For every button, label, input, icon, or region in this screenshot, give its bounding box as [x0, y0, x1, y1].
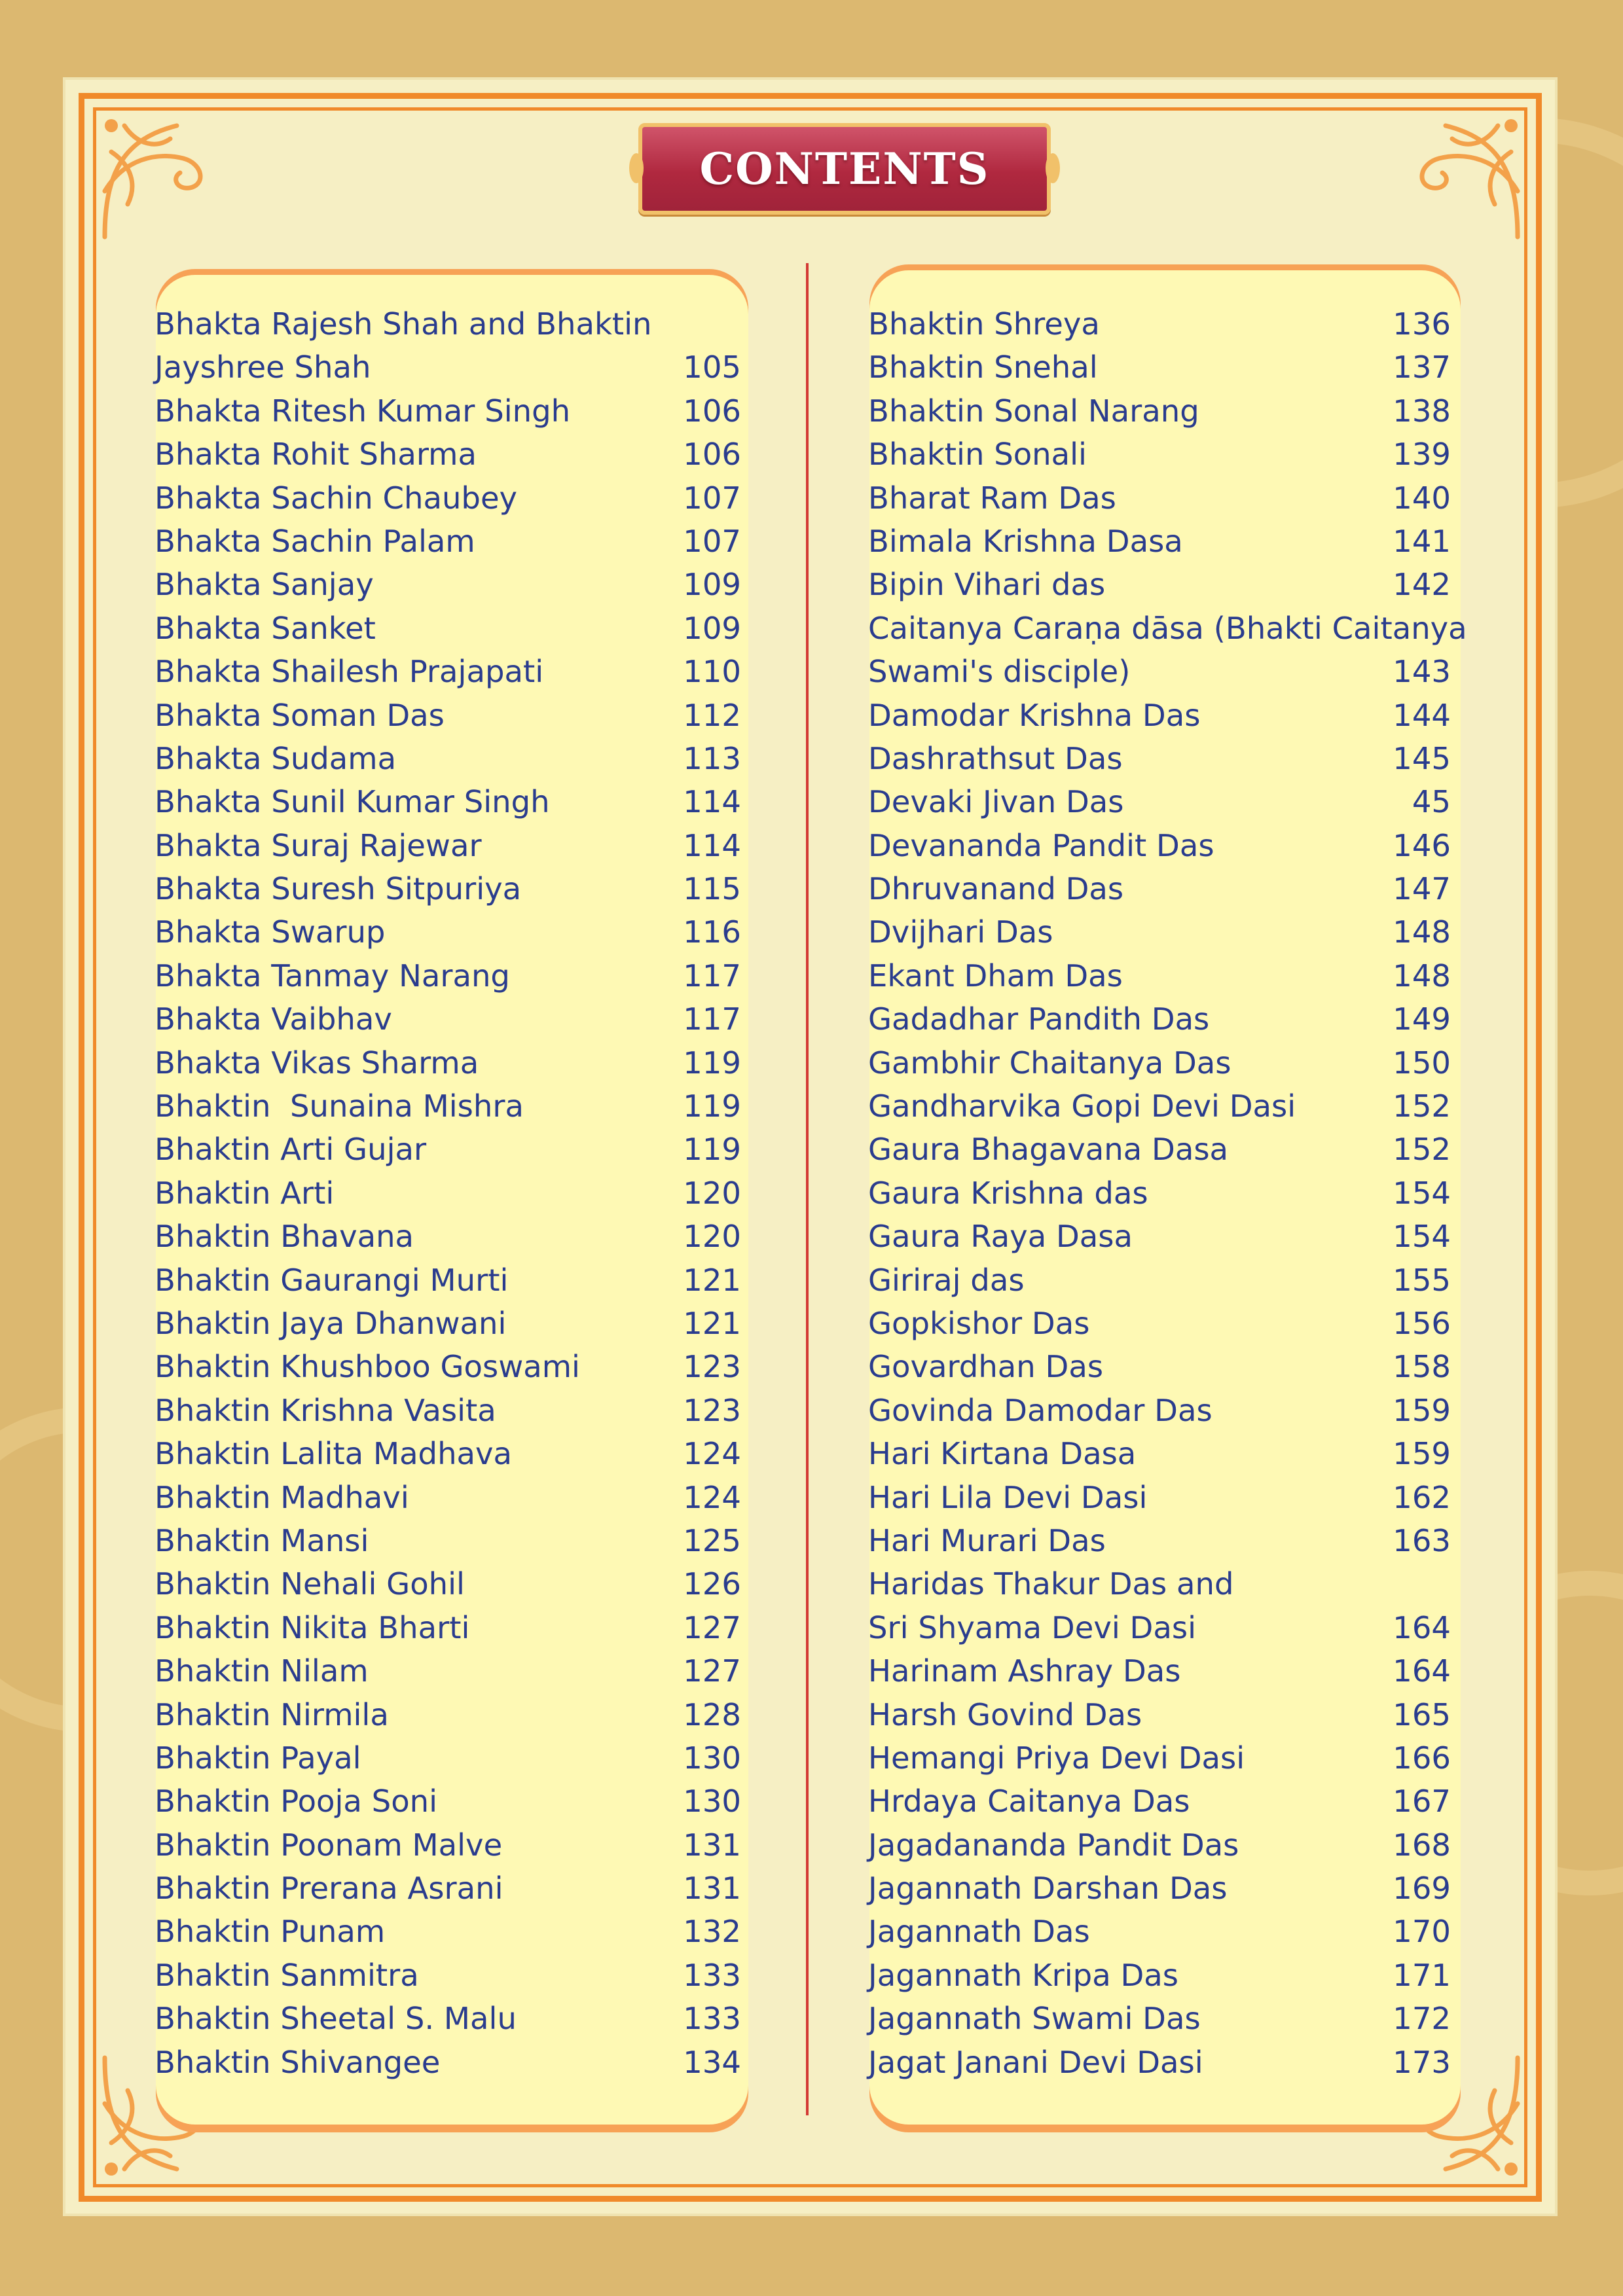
toc-entry-page: 107 — [683, 480, 741, 516]
toc-entry — [155, 346, 741, 389]
toc-entry-page: 109 — [683, 610, 741, 646]
toc-entry-name: Jagannath Kripa Das — [868, 1957, 1178, 1993]
toc-entry-page: 149 — [1393, 1001, 1451, 1037]
toc-entry — [868, 1128, 1451, 1171]
toc-entry — [155, 1085, 741, 1128]
toc-entry-name: Hari Kirtana Dasa — [868, 1436, 1137, 1472]
toc-entry-name: Devaki Jivan Das — [868, 784, 1124, 820]
toc-entry-name: Bhakta Sudama — [155, 740, 397, 776]
toc-entry-page: 114 — [683, 827, 741, 863]
toc-entry-name: Bhaktin Krishna Vasita — [155, 1392, 496, 1428]
toc-entry-name: Damodar Krishna Das — [868, 697, 1201, 733]
toc-entry-page: 163 — [1393, 1522, 1451, 1558]
toc-entry-name: Bhaktin Arti — [155, 1175, 335, 1211]
toc-entry-page: 162 — [1393, 1479, 1451, 1515]
toc-entry-name: Bhaktin Bhavana — [155, 1219, 414, 1255]
toc-entry — [868, 1302, 1451, 1345]
toc-entry — [155, 1432, 741, 1475]
toc-entry-name: Bhakta Suresh Sitpuriya — [155, 871, 522, 907]
toc-entry-name: Bhaktin Madhavi — [155, 1479, 409, 1515]
toc-entry-name: Bimala Krishna Dasa — [868, 523, 1183, 559]
toc-entry-page: 119 — [683, 1045, 741, 1081]
toc-entry — [155, 910, 741, 954]
toc-entry — [868, 1867, 1451, 1910]
toc-entry-name: Bhaktin Shivangee — [155, 2044, 441, 2080]
toc-entry-page: 109 — [683, 567, 741, 603]
toc-entry-page: 107 — [683, 523, 741, 559]
toc-entry-page: 119 — [683, 1132, 741, 1168]
toc-entry-name: Giriraj das — [868, 1262, 1025, 1298]
toc-entry-page: 106 — [683, 393, 741, 429]
toc-entry — [868, 824, 1451, 867]
toc-entry — [868, 1823, 1451, 1867]
toc-entry-name: Hari Lila Devi Dasi — [868, 1479, 1148, 1515]
toc-entry-page: 124 — [683, 1436, 741, 1472]
toc-entry-page: 112 — [683, 697, 741, 733]
toc-entry-page: 146 — [1393, 827, 1451, 863]
toc-entry-name: Gandharvika Gopi Devi Dasi — [868, 1088, 1296, 1124]
toc-entry-page: 130 — [683, 1740, 741, 1776]
toc-entry — [155, 607, 741, 650]
toc-entry — [155, 997, 741, 1041]
toc-entry-page: 147 — [1393, 871, 1451, 907]
toc-entry-page: 133 — [683, 1957, 741, 1993]
toc-entry-page: 123 — [683, 1349, 741, 1385]
toc-entry — [868, 520, 1451, 563]
toc-entry-page: 130 — [683, 1784, 741, 1820]
toc-entry — [868, 1910, 1451, 1953]
toc-entry-page: 152 — [1393, 1132, 1451, 1168]
toc-entry-name: Bipin Vihari das — [868, 567, 1106, 603]
toc-entry-page: 119 — [683, 1088, 741, 1124]
toc-entry-name: Gopkishor Das — [868, 1305, 1090, 1341]
toc-entry-name: Bhakta Rohit Sharma — [155, 437, 477, 473]
toc-entry — [155, 1954, 741, 1997]
toc-entry-name: Bhaktin Sheetal S. Malu — [155, 2001, 517, 2037]
toc-entry — [155, 1562, 741, 1605]
toc-entry — [868, 1041, 1451, 1085]
toc-entry-name: Sri Shyama Devi Dasi — [868, 1609, 1196, 1645]
toc-entry-name: Dhruvanand Das — [868, 871, 1124, 907]
toc-entry — [155, 1389, 741, 1432]
toc-entry-page: 105 — [683, 350, 741, 386]
toc-entry — [155, 563, 741, 606]
toc-entry — [868, 650, 1451, 693]
toc-entry-name: Dashrathsut Das — [868, 740, 1123, 776]
toc-right-column — [868, 302, 1467, 2084]
toc-entry-name: Hrdaya Caitanya Das — [868, 1784, 1190, 1820]
toc-entry — [868, 1259, 1451, 1302]
toc-entry — [155, 1519, 741, 1562]
toc-entry-name: Bhakta Shailesh Prajapati — [155, 654, 544, 690]
toc-entry — [155, 737, 741, 780]
toc-entry — [868, 346, 1451, 389]
toc-entry — [868, 1172, 1451, 1215]
toc-entry-page: 121 — [683, 1262, 741, 1298]
toc-entry — [868, 607, 1467, 650]
toc-entry — [155, 1867, 741, 1910]
toc-entry — [868, 1997, 1451, 2040]
toc-entry — [155, 476, 741, 520]
toc-entry — [868, 1345, 1451, 1388]
toc-entry-name: Bhaktin Gaurangi Murti — [155, 1262, 509, 1298]
toc-entry-page: 127 — [683, 1653, 741, 1689]
toc-entry-name: Bhaktin Khushboo Goswami — [155, 1349, 580, 1385]
toc-entry — [155, 694, 741, 737]
toc-entry — [868, 694, 1451, 737]
title-banner — [638, 123, 1051, 215]
toc-entry-page: 150 — [1393, 1045, 1451, 1081]
toc-entry — [155, 1649, 741, 1693]
toc-entry-page: 134 — [683, 2044, 741, 2080]
toc-entry — [868, 1215, 1451, 1258]
toc-entry-name: Swami's disciple) — [868, 654, 1131, 690]
toc-entry-name: Jagannath Darshan Das — [868, 1871, 1228, 1907]
toc-entry-page: 120 — [683, 1175, 741, 1211]
toc-entry-name: Bhaktin Pooja Soni — [155, 1784, 438, 1820]
toc-entry — [868, 910, 1451, 954]
toc-entry-page: 142 — [1393, 567, 1451, 603]
toc-entry-page: 156 — [1393, 1305, 1451, 1341]
toc-entry-name: Bhakta Sanket — [155, 610, 376, 646]
toc-entry — [868, 1606, 1451, 1649]
toc-entry-page: 116 — [683, 914, 741, 950]
toc-entry — [868, 476, 1451, 520]
toc-entry — [155, 824, 741, 867]
toc-entry — [155, 1041, 741, 1085]
toc-entry-name: Bhaktin Prerana Asrani — [155, 1871, 503, 1907]
toc-entry — [868, 1693, 1451, 1736]
toc-entry-name: Bhakta Rajesh Shah and Bhaktin — [155, 306, 652, 342]
toc-entry-name: Bhakta Ritesh Kumar Singh — [155, 393, 571, 429]
toc-entry-name: Gaura Raya Dasa — [868, 1219, 1133, 1255]
toc-entry-name: Bhaktin Mansi — [155, 1522, 369, 1558]
toc-entry-page: 148 — [1393, 958, 1451, 994]
toc-entry-name: Caitanya Caraṇa dāsa (Bhakti Caitanya — [868, 610, 1467, 646]
toc-entry-name: Jagat Janani Devi Dasi — [868, 2044, 1203, 2080]
toc-entry-page: 125 — [683, 1522, 741, 1558]
toc-entry-page: 141 — [1393, 523, 1451, 559]
toc-entry — [155, 1259, 741, 1302]
toc-entry-page: 128 — [683, 1696, 741, 1732]
toc-entry — [868, 867, 1451, 910]
toc-entry-name: Bhakta Sachin Palam — [155, 523, 475, 559]
toc-entry-page: 136 — [1393, 306, 1451, 342]
toc-entry — [868, 1085, 1451, 1128]
toc-entry — [868, 1954, 1451, 1997]
toc-entry-name: Bhaktin Poonam Malve — [155, 1827, 503, 1863]
toc-entry — [868, 1780, 1451, 1823]
toc-entry-name: Bhaktin Lalita Madhava — [155, 1436, 513, 1472]
toc-entry-name: Gadadhar Pandith Das — [868, 1001, 1210, 1037]
toc-entry-page: 127 — [683, 1609, 741, 1645]
toc-entry-page: 120 — [683, 1219, 741, 1255]
toc-entry-name: Gambhir Chaitanya Das — [868, 1045, 1231, 1081]
toc-entry-name: Bhakta Tanmay Narang — [155, 958, 510, 994]
toc-entry-name: Devananda Pandit Das — [868, 827, 1214, 863]
toc-entry-name: Bhaktin Sunaina Mishra — [155, 1088, 524, 1124]
toc-entry — [155, 1302, 741, 1345]
toc-entry — [868, 997, 1451, 1041]
toc-entry — [155, 954, 741, 997]
toc-entry-name: Bharat Ram Das — [868, 480, 1116, 516]
toc-entry-page: 117 — [683, 958, 741, 994]
corner-ornament-icon — [98, 113, 229, 243]
toc-entry-page: 159 — [1393, 1436, 1451, 1472]
toc-entry-page: 165 — [1393, 1696, 1451, 1732]
toc-entry — [868, 1562, 1451, 1605]
toc-entry-page: 45 — [1412, 784, 1451, 820]
toc-entry-name: Hemangi Priya Devi Dasi — [868, 1740, 1245, 1776]
toc-entry — [155, 389, 741, 433]
toc-entry-page: 172 — [1393, 2001, 1451, 2037]
toc-entry-page: 145 — [1393, 740, 1451, 776]
toc-entry-page: 159 — [1393, 1392, 1451, 1428]
toc-entry-name: Gaura Bhagavana Dasa — [868, 1132, 1229, 1168]
toc-entry — [155, 1215, 741, 1258]
toc-entry — [155, 1606, 741, 1649]
toc-entry-name: Jayshree Shah — [155, 350, 371, 386]
toc-entry — [868, 1432, 1451, 1475]
toc-entry-page: 139 — [1393, 437, 1451, 473]
toc-entry-name: Dvijhari Das — [868, 914, 1053, 950]
toc-entry — [155, 1997, 741, 2040]
toc-entry-name: Bhaktin Sonal Narang — [868, 393, 1199, 429]
toc-entry-name: Hari Murari Das — [868, 1522, 1106, 1558]
toc-left-column — [155, 302, 741, 2084]
toc-entry — [155, 1780, 741, 1823]
toc-entry-name: Bhakta Vaibhav — [155, 1001, 392, 1037]
corner-ornament-icon — [1393, 113, 1524, 243]
toc-entry — [155, 1128, 741, 1171]
toc-entry-page: 158 — [1393, 1349, 1451, 1385]
toc-entry-name: Jagannath Swami Das — [868, 2001, 1201, 2037]
toc-entry-page: 106 — [683, 437, 741, 473]
toc-entry — [155, 867, 741, 910]
toc-entry-name: Bhaktin Arti Gujar — [155, 1132, 427, 1168]
toc-entry-name: Bhaktin Payal — [155, 1740, 361, 1776]
toc-entry — [868, 389, 1451, 433]
toc-entry-page: 148 — [1393, 914, 1451, 950]
toc-entry — [868, 780, 1451, 823]
toc-entry — [155, 520, 741, 563]
toc-entry-page: 171 — [1393, 1957, 1451, 1993]
toc-entry — [155, 2041, 741, 2084]
toc-entry-name: Govinda Damodar Das — [868, 1392, 1213, 1428]
toc-entry-page: 113 — [683, 740, 741, 776]
toc-entry-page: 126 — [683, 1566, 741, 1602]
toc-entry-name: Bhakta Sanjay — [155, 567, 374, 603]
toc-entry-page: 144 — [1393, 697, 1451, 733]
toc-entry-name: Bhakta Sunil Kumar Singh — [155, 784, 550, 820]
toc-entry-page: 121 — [683, 1305, 741, 1341]
toc-entry-page: 154 — [1393, 1219, 1451, 1255]
toc-entry-page: 115 — [683, 871, 741, 907]
toc-entry-page: 152 — [1393, 1088, 1451, 1124]
toc-entry-name: Bhaktin Sanmitra — [155, 1957, 419, 1993]
toc-entry-page: 169 — [1393, 1871, 1451, 1907]
toc-entry-page: 110 — [683, 654, 741, 690]
toc-entry-page: 123 — [683, 1392, 741, 1428]
column-divider — [806, 263, 809, 2115]
toc-entry-page: 143 — [1393, 654, 1451, 690]
toc-entry-name: Jagadananda Pandit Das — [868, 1827, 1239, 1863]
toc-entry-name: Govardhan Das — [868, 1349, 1104, 1385]
toc-entry — [155, 1736, 741, 1780]
toc-entry — [155, 1823, 741, 1867]
toc-entry — [155, 1172, 741, 1215]
toc-entry — [868, 1736, 1451, 1780]
toc-entry-page: 164 — [1393, 1653, 1451, 1689]
toc-entry-name: Bhakta Soman Das — [155, 697, 445, 733]
toc-entry-page: 124 — [683, 1479, 741, 1515]
toc-entry-page: 166 — [1393, 1740, 1451, 1776]
toc-entry-page: 133 — [683, 2001, 741, 2037]
toc-entry — [155, 302, 741, 346]
toc-entry-name: Harinam Ashray Das — [868, 1653, 1181, 1689]
toc-entry-page: 167 — [1393, 1784, 1451, 1820]
toc-entry — [868, 1389, 1451, 1432]
toc-entry — [155, 1693, 741, 1736]
toc-entry — [868, 563, 1451, 606]
toc-entry — [868, 2041, 1451, 2084]
toc-entry — [868, 1519, 1451, 1562]
toc-entry-name: Harsh Govind Das — [868, 1696, 1142, 1732]
toc-entry-page: 140 — [1393, 480, 1451, 516]
toc-entry — [155, 1476, 741, 1519]
toc-entry-name: Bhaktin Nilam — [155, 1653, 369, 1689]
toc-entry — [155, 780, 741, 823]
toc-entry-page: 173 — [1393, 2044, 1451, 2080]
toc-entry-page: 131 — [683, 1827, 741, 1863]
toc-entry-page: 114 — [683, 784, 741, 820]
toc-entry — [868, 954, 1451, 997]
toc-entry-page: 117 — [683, 1001, 741, 1037]
page-title: CONTENTS — [699, 143, 990, 194]
toc-entry — [868, 433, 1451, 476]
toc-entry — [155, 1345, 741, 1388]
toc-entry-page: 154 — [1393, 1175, 1451, 1211]
toc-entry-name: Bhaktin Sonali — [868, 437, 1087, 473]
toc-entry — [868, 737, 1451, 780]
toc-entry-name: Bhaktin Snehal — [868, 350, 1098, 386]
toc-entry-name: Bhaktin Punam — [155, 1914, 386, 1950]
toc-entry-page: 138 — [1393, 393, 1451, 429]
toc-entry-name: Bhakta Suraj Rajewar — [155, 827, 482, 863]
toc-entry — [868, 302, 1451, 346]
toc-entry-name: Haridas Thakur Das and — [868, 1566, 1234, 1602]
toc-entry-name: Bhaktin Shreya — [868, 306, 1100, 342]
toc-entry-name: Bhaktin Nirmila — [155, 1696, 389, 1732]
toc-entry-page: 155 — [1393, 1262, 1451, 1298]
toc-entry-page: 168 — [1393, 1827, 1451, 1863]
toc-entry-name: Gaura Krishna das — [868, 1175, 1148, 1211]
toc-entry-page: 131 — [683, 1871, 741, 1907]
toc-entry — [155, 1910, 741, 1953]
toc-entry — [155, 433, 741, 476]
toc-entry-name: Bhaktin Nehali Gohil — [155, 1566, 465, 1602]
toc-entry — [155, 650, 741, 693]
toc-entry — [868, 1649, 1451, 1693]
toc-entry-page: 170 — [1393, 1914, 1451, 1950]
toc-entry-page: 132 — [683, 1914, 741, 1950]
toc-entry-name: Bhakta Vikas Sharma — [155, 1045, 479, 1081]
toc-entry-name: Bhakta Swarup — [155, 914, 386, 950]
toc-entry — [868, 1476, 1451, 1519]
toc-entry-page: 164 — [1393, 1609, 1451, 1645]
toc-entry-name: Jagannath Das — [868, 1914, 1090, 1950]
toc-entry-name: Bhaktin Jaya Dhanwani — [155, 1305, 507, 1341]
toc-entry-page: 137 — [1393, 350, 1451, 386]
toc-entry-name: Bhaktin Nikita Bharti — [155, 1609, 470, 1645]
toc-entry-name: Ekant Dham Das — [868, 958, 1123, 994]
toc-entry-name: Bhakta Sachin Chaubey — [155, 480, 518, 516]
